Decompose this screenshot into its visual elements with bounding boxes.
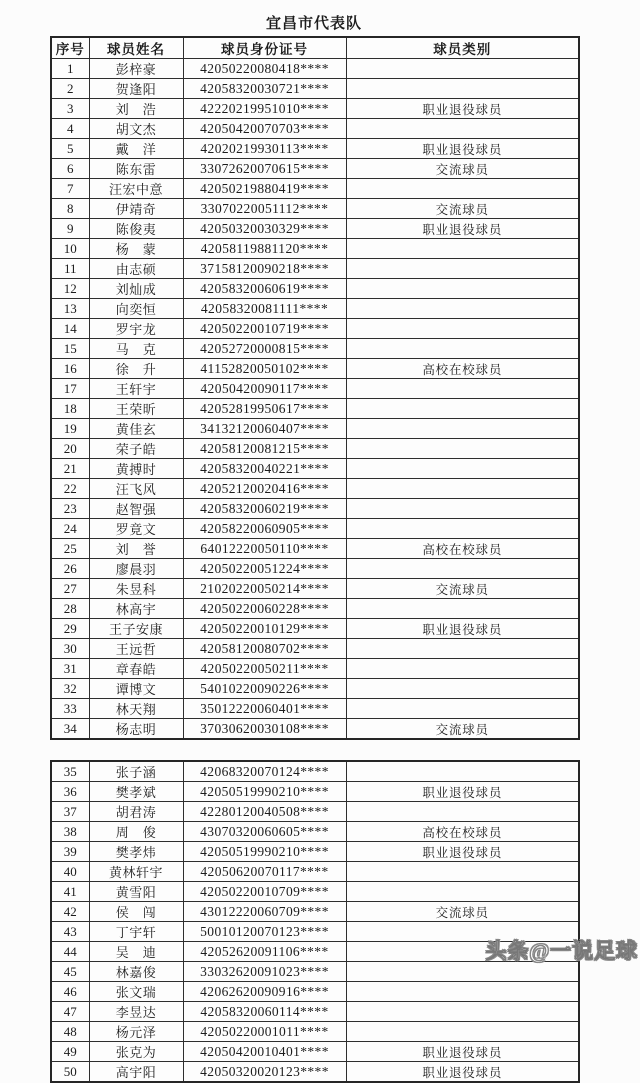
player-name: 汪飞风 [89, 479, 183, 499]
player-name: 丁宇轩 [89, 922, 183, 942]
player-id: 42052120020416**** [183, 479, 346, 499]
row-number: 23 [51, 499, 89, 519]
player-name: 杨元泽 [89, 1022, 183, 1042]
row-number: 3 [51, 99, 89, 119]
player-category [346, 639, 579, 659]
player-name: 吴 迪 [89, 942, 183, 962]
player-name: 伊靖奇 [89, 199, 183, 219]
player-name: 张子涵 [89, 761, 183, 782]
player-category [346, 459, 579, 479]
row-number: 15 [51, 339, 89, 359]
player-id: 42058320030721**** [183, 79, 346, 99]
player-name: 胡文杰 [89, 119, 183, 139]
table-row [51, 219, 579, 239]
player-name: 王荣昕 [89, 399, 183, 419]
table-row [51, 479, 579, 499]
player-category: 高校在校球员 [346, 539, 579, 559]
header-row [51, 37, 579, 59]
player-id: 42058320081111**** [183, 299, 346, 319]
table-row [51, 761, 579, 782]
player-id: 42280120040508**** [183, 802, 346, 822]
player-name: 王远哲 [89, 639, 183, 659]
table-row [51, 782, 579, 802]
row-number: 29 [51, 619, 89, 639]
row-number: 21 [51, 459, 89, 479]
row-number: 25 [51, 539, 89, 559]
player-category [346, 59, 579, 79]
col-header-category: 球员类别 [346, 37, 579, 59]
table-row [51, 179, 579, 199]
row-number: 27 [51, 579, 89, 599]
player-id: 42058320040221**** [183, 459, 346, 479]
player-id: 34132120060407**** [183, 419, 346, 439]
row-number: 22 [51, 479, 89, 499]
row-number: 31 [51, 659, 89, 679]
player-name: 章春皓 [89, 659, 183, 679]
player-category [346, 419, 579, 439]
row-number: 33 [51, 699, 89, 719]
table-row [51, 579, 579, 599]
player-category [346, 299, 579, 319]
player-id: 42058320060619**** [183, 279, 346, 299]
player-category: 高校在校球员 [346, 359, 579, 379]
player-category [346, 239, 579, 259]
player-name: 由志硕 [89, 259, 183, 279]
player-category: 交流球员 [346, 579, 579, 599]
player-name: 刘 浩 [89, 99, 183, 119]
table-row [51, 902, 579, 922]
row-number: 47 [51, 1002, 89, 1022]
player-id: 42050220010709**** [183, 882, 346, 902]
row-number: 43 [51, 922, 89, 942]
table-row [51, 339, 579, 359]
player-id: 42058119881120**** [183, 239, 346, 259]
player-id: 42058220060905**** [183, 519, 346, 539]
player-category: 交流球员 [346, 199, 579, 219]
row-number: 35 [51, 761, 89, 782]
row-number: 6 [51, 159, 89, 179]
player-name: 黄佳玄 [89, 419, 183, 439]
player-name: 荣子皓 [89, 439, 183, 459]
player-name: 彭梓豪 [89, 59, 183, 79]
row-number: 44 [51, 942, 89, 962]
player-id: 33070220051112**** [183, 199, 346, 219]
col-header-id: 球员身份证号 [183, 37, 346, 59]
player-name: 黄林轩宇 [89, 862, 183, 882]
row-number: 10 [51, 239, 89, 259]
player-name: 汪宏中意 [89, 179, 183, 199]
player-id: 42050220050211**** [183, 659, 346, 679]
table-row [51, 699, 579, 719]
table-row [51, 79, 579, 99]
row-number: 26 [51, 559, 89, 579]
player-category [346, 699, 579, 719]
player-id: 42050420070703**** [183, 119, 346, 139]
table-row [51, 139, 579, 159]
player-category [346, 179, 579, 199]
table-row [51, 319, 579, 339]
player-name: 廖晨羽 [89, 559, 183, 579]
player-name: 陈东雷 [89, 159, 183, 179]
table-row [51, 982, 579, 1002]
player-id: 35012220060401**** [183, 699, 346, 719]
player-category: 交流球员 [346, 902, 579, 922]
table-row [51, 1062, 579, 1083]
table-row [51, 159, 579, 179]
player-category [346, 119, 579, 139]
player-id: 42052620091106**** [183, 942, 346, 962]
player-name: 马 克 [89, 339, 183, 359]
player-category [346, 982, 579, 1002]
player-id: 37030620030108**** [183, 719, 346, 740]
row-number: 32 [51, 679, 89, 699]
table-row [51, 659, 579, 679]
table-row [51, 399, 579, 419]
player-category [346, 519, 579, 539]
row-number: 17 [51, 379, 89, 399]
player-id: 42050620070117**** [183, 862, 346, 882]
player-category: 职业退役球员 [346, 1062, 579, 1083]
player-id: 42050519990210**** [183, 782, 346, 802]
table-row [51, 279, 579, 299]
player-name: 樊孝斌 [89, 782, 183, 802]
row-number: 42 [51, 902, 89, 922]
player-id: 50010120070123**** [183, 922, 346, 942]
player-category [346, 279, 579, 299]
player-category [346, 499, 579, 519]
player-category: 职业退役球员 [346, 99, 579, 119]
player-name: 向奕恒 [89, 299, 183, 319]
player-category: 高校在校球员 [346, 822, 579, 842]
row-number: 20 [51, 439, 89, 459]
table-row [51, 239, 579, 259]
row-number: 19 [51, 419, 89, 439]
row-number: 36 [51, 782, 89, 802]
player-name: 陈俊夷 [89, 219, 183, 239]
player-name: 朱昱科 [89, 579, 183, 599]
row-number: 49 [51, 1042, 89, 1062]
player-name: 贺逢阳 [89, 79, 183, 99]
row-number: 13 [51, 299, 89, 319]
player-category [346, 399, 579, 419]
row-number: 11 [51, 259, 89, 279]
player-category [346, 379, 579, 399]
table-row [51, 639, 579, 659]
player-name: 罗竟文 [89, 519, 183, 539]
row-number: 28 [51, 599, 89, 619]
player-category: 职业退役球员 [346, 782, 579, 802]
table-row [51, 1042, 579, 1062]
player-category [346, 1002, 579, 1022]
row-number: 40 [51, 862, 89, 882]
player-category [346, 319, 579, 339]
page-title: 宜昌市代表队 [265, 16, 362, 32]
table-row [51, 379, 579, 399]
player-name: 徐 升 [89, 359, 183, 379]
player-id: 33072620070615**** [183, 159, 346, 179]
table-row [51, 882, 579, 902]
player-id: 42068320070124**** [183, 761, 346, 782]
player-name: 刘灿成 [89, 279, 183, 299]
row-number: 4 [51, 119, 89, 139]
table-row [51, 439, 579, 459]
player-category: 职业退役球员 [346, 619, 579, 639]
watermark: 头条@一说足球 [485, 939, 638, 963]
table-row [51, 519, 579, 539]
table-row [51, 99, 579, 119]
player-id: 42050220010129**** [183, 619, 346, 639]
player-name: 林高宇 [89, 599, 183, 619]
player-id: 37158120090218**** [183, 259, 346, 279]
player-id: 42058320060219**** [183, 499, 346, 519]
player-name: 黄雪阳 [89, 882, 183, 902]
table-row [51, 119, 579, 139]
row-number: 30 [51, 639, 89, 659]
player-name: 赵智强 [89, 499, 183, 519]
player-name: 刘 誉 [89, 539, 183, 559]
player-id: 42050220010719**** [183, 319, 346, 339]
player-id: 42020219930113**** [183, 139, 346, 159]
table-row [51, 862, 579, 882]
table-row [51, 539, 579, 559]
table-row [51, 619, 579, 639]
player-name: 张克为 [89, 1042, 183, 1062]
player-name: 杨志明 [89, 719, 183, 740]
col-header-name: 球员姓名 [89, 37, 183, 59]
player-category: 职业退役球员 [346, 219, 579, 239]
table-row [51, 1022, 579, 1042]
player-name: 谭博文 [89, 679, 183, 699]
player-id: 42050320030329**** [183, 219, 346, 239]
table-row [51, 719, 579, 740]
player-name: 胡君涛 [89, 802, 183, 822]
player-id: 42052720000815**** [183, 339, 346, 359]
player-name: 侯 闯 [89, 902, 183, 922]
table-row [51, 299, 579, 319]
player-id: 42050420090117**** [183, 379, 346, 399]
player-category: 职业退役球员 [346, 1042, 579, 1062]
player-category [346, 439, 579, 459]
roster-table-part2 [50, 760, 580, 1083]
row-number: 12 [51, 279, 89, 299]
player-id: 42050320020123**** [183, 1062, 346, 1083]
player-category [346, 599, 579, 619]
player-name: 李昱达 [89, 1002, 183, 1022]
player-name: 樊孝炜 [89, 842, 183, 862]
table-row [51, 59, 579, 79]
player-name: 王子安康 [89, 619, 183, 639]
player-name: 张文瑞 [89, 982, 183, 1002]
player-category: 职业退役球员 [346, 139, 579, 159]
player-category [346, 559, 579, 579]
player-category [346, 862, 579, 882]
player-id: 54010220090226**** [183, 679, 346, 699]
player-id: 42062620090916**** [183, 982, 346, 1002]
table-row [51, 419, 579, 439]
player-category [346, 259, 579, 279]
table-row [51, 199, 579, 219]
player-id: 42058320060114**** [183, 1002, 346, 1022]
player-id: 42050220001011**** [183, 1022, 346, 1042]
player-name: 林嘉俊 [89, 962, 183, 982]
player-name: 高宇阳 [89, 1062, 183, 1083]
row-number: 48 [51, 1022, 89, 1042]
player-name: 周 俊 [89, 822, 183, 842]
player-id: 43070320060605**** [183, 822, 346, 842]
player-name: 黄搏时 [89, 459, 183, 479]
table-row [51, 822, 579, 842]
player-id: 42050420010401**** [183, 1042, 346, 1062]
row-number: 16 [51, 359, 89, 379]
col-header-no: 序号 [51, 37, 89, 59]
player-name: 林天翔 [89, 699, 183, 719]
row-number: 38 [51, 822, 89, 842]
row-number: 34 [51, 719, 89, 740]
player-id: 42058120080702**** [183, 639, 346, 659]
player-id: 41152820050102**** [183, 359, 346, 379]
table-row [51, 359, 579, 379]
player-id: 42220219951010**** [183, 99, 346, 119]
document-page [0, 12, 640, 1080]
row-number: 24 [51, 519, 89, 539]
player-category [346, 1022, 579, 1042]
row-number: 41 [51, 882, 89, 902]
player-id: 42050220080418**** [183, 59, 346, 79]
player-id: 42052819950617**** [183, 399, 346, 419]
row-number: 39 [51, 842, 89, 862]
row-number: 14 [51, 319, 89, 339]
table-row [51, 599, 579, 619]
row-number: 7 [51, 179, 89, 199]
player-id: 42050519990210**** [183, 842, 346, 862]
row-number: 50 [51, 1062, 89, 1083]
table-row [51, 259, 579, 279]
player-category: 交流球员 [346, 159, 579, 179]
player-category [346, 802, 579, 822]
player-category: 交流球员 [346, 719, 579, 740]
player-id: 42058120081215**** [183, 439, 346, 459]
player-category [346, 479, 579, 499]
player-category [346, 339, 579, 359]
player-id: 42050220060228**** [183, 599, 346, 619]
player-id: 64012220050110**** [183, 539, 346, 559]
row-number: 1 [51, 59, 89, 79]
player-id: 42050220051224**** [183, 559, 346, 579]
table-row [51, 842, 579, 862]
player-id: 33032620091023**** [183, 962, 346, 982]
player-category: 职业退役球员 [346, 842, 579, 862]
player-category [346, 79, 579, 99]
player-name: 罗宇龙 [89, 319, 183, 339]
table-row [51, 679, 579, 699]
row-number: 46 [51, 982, 89, 1002]
player-id: 21020220050214**** [183, 579, 346, 599]
player-name: 戴 洋 [89, 139, 183, 159]
row-number: 9 [51, 219, 89, 239]
player-category [346, 882, 579, 902]
row-number: 45 [51, 962, 89, 982]
player-category [346, 659, 579, 679]
player-name: 王轩宇 [89, 379, 183, 399]
player-id: 43012220060709**** [183, 902, 346, 922]
player-id: 42050219880419**** [183, 179, 346, 199]
player-category [346, 761, 579, 782]
table-row [51, 559, 579, 579]
row-number: 8 [51, 199, 89, 219]
player-category [346, 679, 579, 699]
table-row [51, 1002, 579, 1022]
row-number: 5 [51, 139, 89, 159]
table-row [51, 499, 579, 519]
table-row [51, 802, 579, 822]
row-number: 37 [51, 802, 89, 822]
row-number: 2 [51, 79, 89, 99]
player-name: 杨 蒙 [89, 239, 183, 259]
row-number: 18 [51, 399, 89, 419]
roster-table-part1 [50, 36, 580, 740]
table-row [51, 459, 579, 479]
